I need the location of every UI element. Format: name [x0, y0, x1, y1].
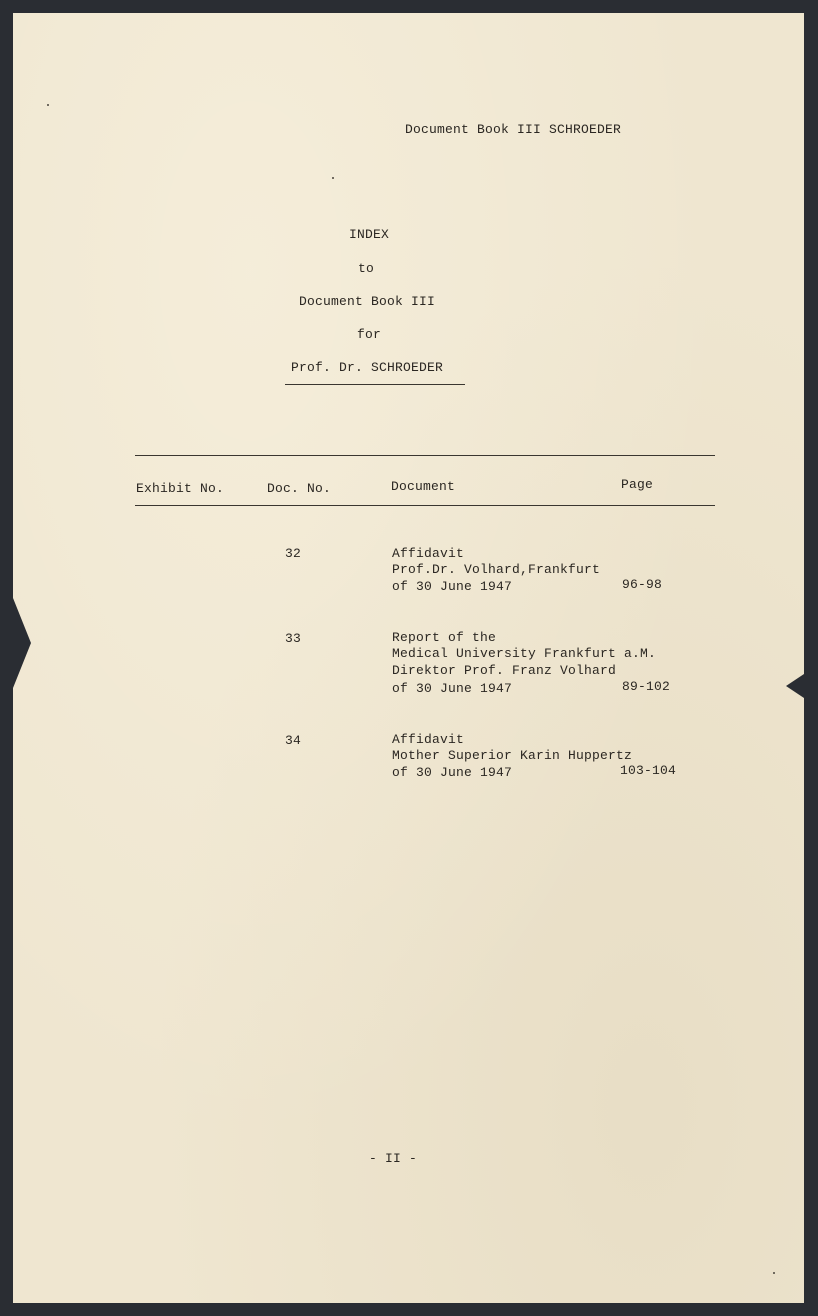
page-number: - II - [369, 1151, 418, 1166]
document-line: Affidavit [392, 732, 465, 747]
document-line: Affidavit [392, 546, 465, 561]
index-subtitle-to: to [358, 261, 375, 276]
table-header-rule [135, 505, 715, 506]
column-header-document: Document [391, 479, 456, 494]
document-line: Prof.Dr. Volhard,Frankfurt [392, 562, 601, 577]
document-reference-header: Document Book III SCHROEDER [405, 122, 622, 137]
doc-number: 32 [285, 546, 302, 561]
document-line: Mother Superior Karin Huppertz [392, 748, 633, 763]
index-subtitle-for: for [357, 327, 382, 342]
table-top-rule [135, 455, 715, 456]
index-title: INDEX [349, 227, 390, 242]
torn-edge-right [786, 674, 804, 698]
page-range: 96-98 [622, 577, 663, 592]
column-header-doc-no: Doc. No. [267, 481, 332, 496]
index-document-book: Document Book III [299, 294, 436, 309]
column-header-page: Page [621, 477, 654, 492]
title-underline [285, 384, 465, 385]
index-defendant-name: Prof. Dr. SCHROEDER [291, 360, 444, 375]
doc-number: 34 [285, 733, 302, 748]
document-line: Report of the [392, 630, 497, 645]
paper-speck [332, 177, 334, 179]
document-line: Direktor Prof. Franz Volhard [392, 663, 617, 678]
document-line: Medical University Frankfurt a.M. [392, 646, 657, 661]
page-range: 103-104 [620, 763, 677, 778]
document-line: of 30 June 1947 [392, 579, 513, 594]
document-line: of 30 June 1947 [392, 681, 513, 696]
paper-speck [773, 1272, 775, 1274]
column-header-exhibit-no: Exhibit No. [136, 481, 225, 496]
document-line: of 30 June 1947 [392, 765, 513, 780]
doc-number: 33 [285, 631, 302, 646]
torn-edge-left [13, 598, 31, 688]
page-range: 89-102 [622, 679, 671, 694]
paper-speck [47, 104, 49, 106]
